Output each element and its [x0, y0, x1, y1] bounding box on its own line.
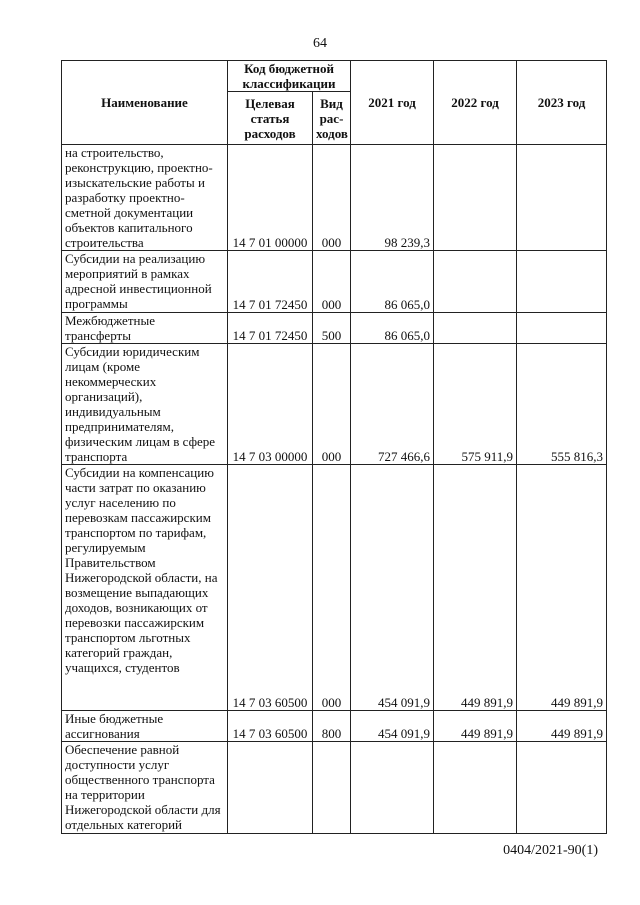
row-value-2023: 449 891,9 [517, 711, 607, 742]
table-row [62, 251, 607, 313]
budget-table [61, 60, 607, 834]
header-2021: 2021 год [351, 61, 434, 145]
row-value-2022 [434, 742, 517, 834]
row-target-code: 14 7 03 60500 [228, 465, 313, 711]
row-value-2022: 575 911,9 [434, 344, 517, 465]
row-name: на строительство, реконструкцию, проектно-изыскательские работы и разработку проектно-сметной документации объектов капитального строительства [62, 145, 228, 251]
row-name: Субсидии на компенсацию части затрат по оказанию услуг населению по перевозкам пассажирским транспортом по тарифам, регулируемым Правительством Нижегородской области, на возмещение выпадающих доходов, возникающих от перевозки пассажирским транспортом льготных категорий граждан, учащихся, студентов [62, 465, 228, 711]
row-value-2021: 454 091,9 [351, 465, 434, 711]
row-value-2022: 449 891,9 [434, 465, 517, 711]
row-name: Межбюджетные трансферты [62, 313, 228, 344]
table-row [62, 465, 607, 711]
row-target-code: 14 7 01 72450 [228, 251, 313, 313]
header-target-article: Целевая статья расходов [228, 92, 313, 145]
row-value-2023 [517, 742, 607, 834]
table-row [62, 742, 607, 834]
header-expense-kind: Вид рас-ходов [313, 92, 351, 145]
row-value-2022 [434, 313, 517, 344]
row-kind-code: 800 [313, 711, 351, 742]
row-kind-code: 000 [313, 344, 351, 465]
row-value-2022: 449 891,9 [434, 711, 517, 742]
document-code: 0404/2021-90(1) [503, 843, 598, 858]
row-target-code: 14 7 03 00000 [228, 344, 313, 465]
row-value-2021 [351, 742, 434, 834]
row-target-code: 14 7 01 72450 [228, 313, 313, 344]
table-row [62, 344, 607, 465]
header-name: Наименование [62, 61, 228, 145]
header-2022: 2022 год [434, 61, 517, 145]
row-value-2022 [434, 251, 517, 313]
row-kind-code: 000 [313, 251, 351, 313]
row-kind-code [313, 742, 351, 834]
header-code-group: Код бюджетной классификации [228, 61, 351, 92]
row-value-2021: 454 091,9 [351, 711, 434, 742]
row-value-2021: 86 065,0 [351, 251, 434, 313]
row-value-2023: 449 891,9 [517, 465, 607, 711]
row-kind-code: 500 [313, 313, 351, 344]
row-value-2023 [517, 251, 607, 313]
header-2023: 2023 год [517, 61, 607, 145]
row-value-2023 [517, 313, 607, 344]
table-row [62, 145, 607, 251]
table-row [62, 313, 607, 344]
table-header-row [62, 61, 607, 92]
row-value-2021: 727 466,6 [351, 344, 434, 465]
table-row [62, 711, 607, 742]
page-number: 64 [313, 36, 327, 51]
row-name: Субсидии на реализацию мероприятий в рамках адресной инвестиционной программы [62, 251, 228, 313]
row-kind-code: 000 [313, 465, 351, 711]
row-value-2022 [434, 145, 517, 251]
row-target-code [228, 742, 313, 834]
row-kind-code: 000 [313, 145, 351, 251]
row-name: Обеспечение равной доступности услуг общественного транспорта на территории Нижегородской области для отдельных категорий [62, 742, 228, 834]
row-target-code: 14 7 03 60500 [228, 711, 313, 742]
row-name: Иные бюджетные ассигнования [62, 711, 228, 742]
row-value-2023 [517, 145, 607, 251]
row-target-code: 14 7 01 00000 [228, 145, 313, 251]
row-name: Субсидии юридическим лицам (кроме некоммерческих организаций), индивидуальным предпринимателям, физическим лицам в сфере транспорта [62, 344, 228, 465]
row-value-2021: 98 239,3 [351, 145, 434, 251]
row-value-2021: 86 065,0 [351, 313, 434, 344]
row-value-2023: 555 816,3 [517, 344, 607, 465]
